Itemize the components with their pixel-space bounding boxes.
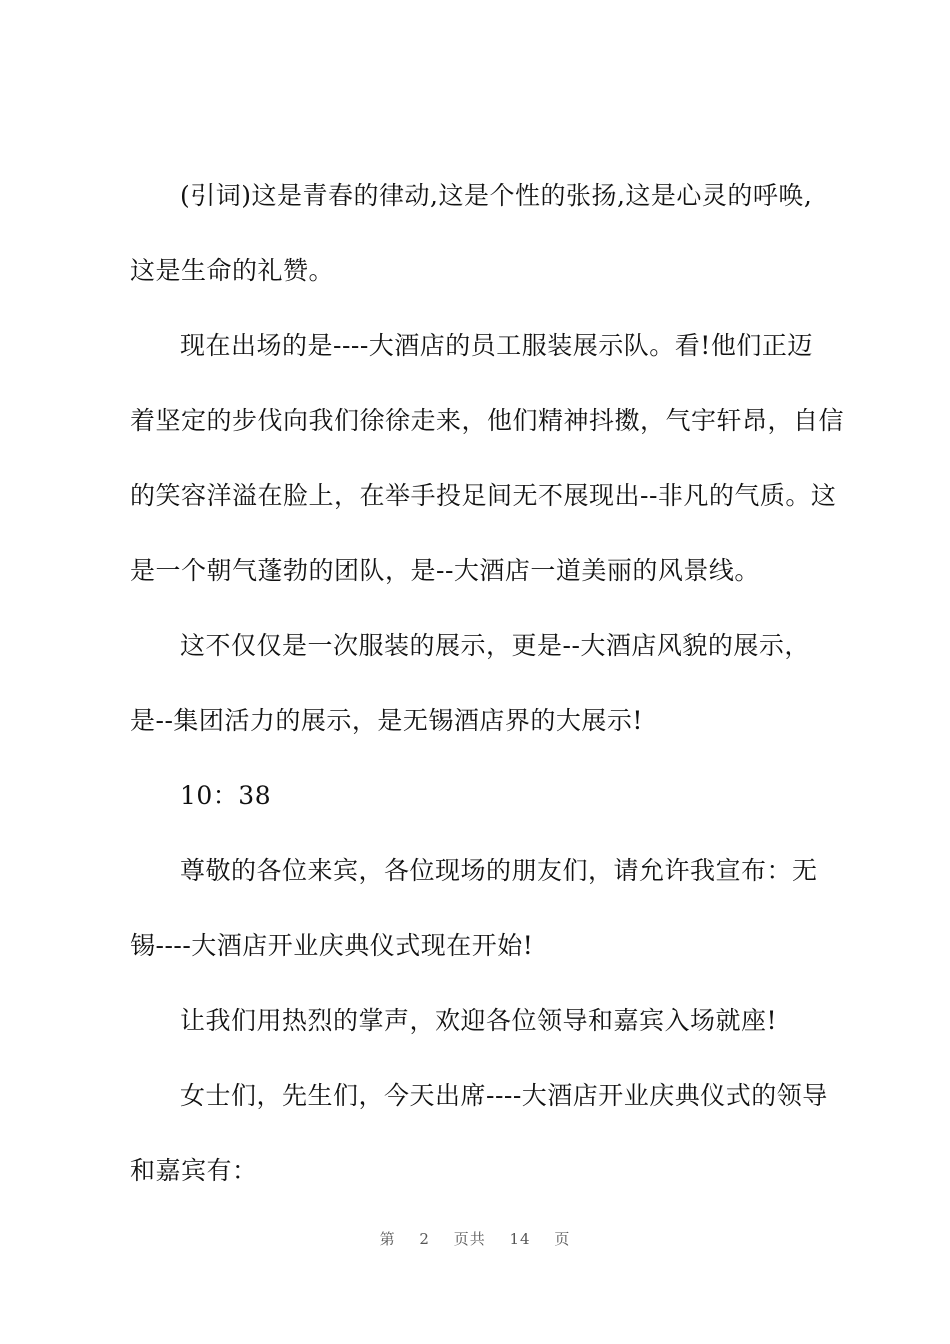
footer-prefix: 第 bbox=[379, 1230, 396, 1248]
text-line: 10：38 bbox=[180, 781, 272, 810]
text-line: 让我们用热烈的掌声，欢迎各位领导和嘉宾入场就座! bbox=[180, 1006, 778, 1035]
footer-total-pages: 14 bbox=[509, 1230, 531, 1248]
text-line: 尊敬的各位来宾，各位现场的朋友们，请允许我宣布：无 bbox=[180, 856, 818, 885]
text-line: 和嘉宾有： bbox=[130, 1156, 258, 1185]
text-line: 现在出场的是----大酒店的员工服装展示队。看!他们正迈 bbox=[180, 331, 813, 360]
text-line: 这是生命的礼赞。 bbox=[130, 256, 335, 285]
page-footer bbox=[0, 1228, 950, 1249]
footer-suffix: 页 bbox=[554, 1230, 571, 1248]
text-line: 是--集团活力的展示，是无锡酒店界的大展示! bbox=[130, 706, 643, 735]
text-line: 锡----大酒店开业庆典仪式现在开始! bbox=[130, 931, 534, 960]
text-line: (引词)这是青春的律动,这是个性的张扬,这是心灵的呼唤, bbox=[180, 181, 813, 210]
footer-middle: 页共 bbox=[453, 1230, 486, 1248]
text-line: 女士们，先生们，今天出席----大酒店开业庆典仪式的领导 bbox=[180, 1081, 828, 1110]
text-line: 这不仅仅是一次服装的展示，更是--大酒店风貌的展示， bbox=[180, 631, 810, 660]
text-line: 的笑容洋溢在脸上，在举手投足间无不展现出--非凡的气质。这 bbox=[130, 481, 837, 510]
text-line: 着坚定的步伐向我们徐徐走来，他们精神抖擞，气宇轩昂，自信 bbox=[130, 406, 845, 435]
text-line: 是一个朝气蓬勃的团队，是--大酒店一道美丽的风景线。 bbox=[130, 556, 760, 585]
footer-current-page: 2 bbox=[419, 1230, 430, 1248]
